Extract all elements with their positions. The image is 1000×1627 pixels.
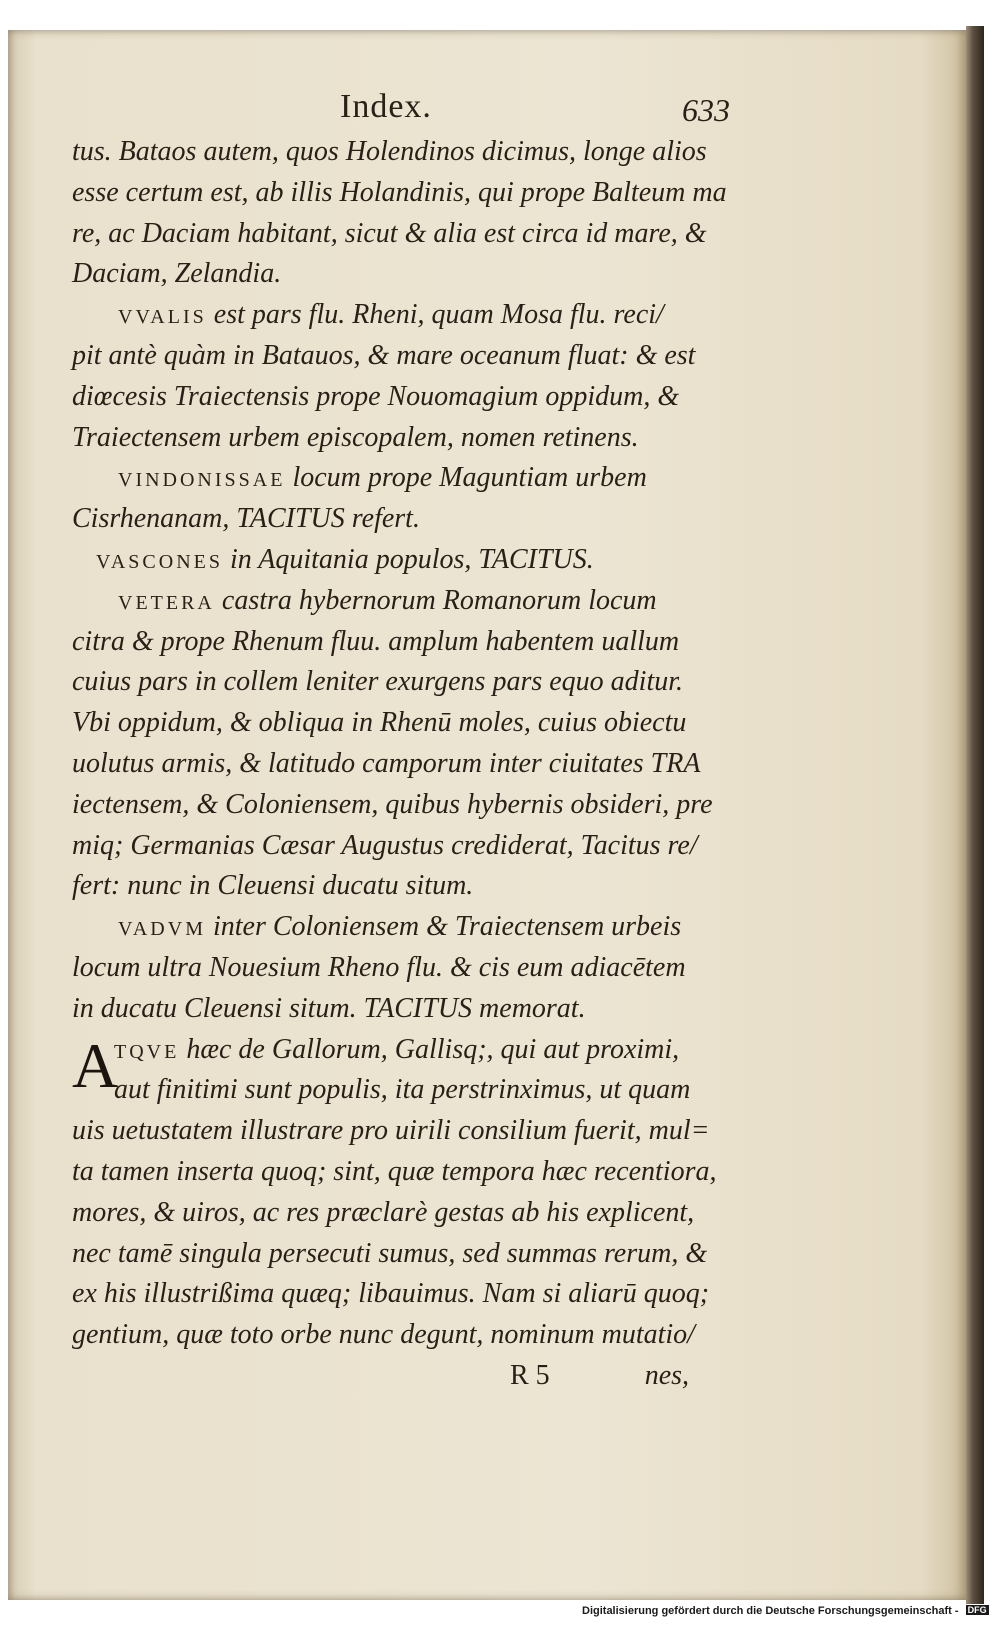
text-line: Cisrhenanam, TACITUS refert. <box>72 503 420 535</box>
digitization-footer <box>582 1605 992 1623</box>
index-entry-vindonissae: VINDONISSAE locum prope Maguntiam urbem <box>118 462 647 494</box>
page-edge <box>966 26 984 1604</box>
catchword: nes, <box>644 1359 690 1391</box>
text-line: pit antè quàm in Batauos, & mare oceanum fluat: & est <box>72 339 696 371</box>
running-title: Index. <box>340 88 432 125</box>
footer-text: Digitalisierung gefördert durch die Deutsche Forschungsgemeinschaft - <box>582 1605 959 1617</box>
text-line: ex his illustrißima quæq; libauimus. Nam si aliarū quoq; <box>72 1278 710 1310</box>
text-line: uis uetustatem illustrare pro uirili consilium fuerit, mul= <box>72 1115 710 1147</box>
text-line: fert: nunc in Cleuensi ducatu situm. <box>72 870 474 902</box>
index-entry-vualis: VVALIS est pars flu. Rheni, quam Mosa flu. reci/ <box>118 299 664 331</box>
signature-mark: R 5 <box>510 1359 550 1391</box>
entry-headword: TQVE <box>114 1040 180 1063</box>
text-line: cuius pars in collem leniter exurgens pars equo aditur. <box>72 666 684 698</box>
drop-cap: A <box>72 1029 119 1101</box>
text-line: ta tamen inserta quoq; sint, quæ tempora hæc recentiora, <box>72 1155 717 1187</box>
text-line: nec tamē singula persecuti sumus, sed summas rerum, & <box>72 1237 708 1269</box>
closing-paragraph-start: A TQVE hæc de Gallorum, Gallisq;, qui aut proximi, <box>72 1029 680 1101</box>
text-line: iectensem, & Coloniensem, quibus hybernis obsideri, pre <box>72 788 713 820</box>
text-line: mores, & uiros, ac res præclarè gestas ab his explicent, <box>72 1196 695 1228</box>
text-line: locum ultra Nouesium Rheno flu. & cis eum adiacētem <box>72 951 686 983</box>
text-line: citra & prope Rhenum fluu. amplum habentem uallum <box>72 625 680 657</box>
index-entry-vadum: VADVM inter Coloniensem & Traiectensem urbeis <box>118 911 682 943</box>
text-line: aut finitimi sunt populis, ita perstrinximus, ut quam <box>114 1074 691 1106</box>
text-line: gentium, quæ toto orbe nunc degunt, nominum mutatio/ <box>72 1319 695 1351</box>
text-line: re, ac Daciam habitant, sicut & alia est circa id mare, & <box>72 217 707 249</box>
text-line: miq; Germanias Cæsar Augustus crediderat, Tacitus re/ <box>72 829 698 861</box>
text-line: tus. Bataos autem, quos Holendinos dicimus, longe alios <box>72 136 707 167</box>
signature-line <box>72 1356 742 1397</box>
text-line: Traiectensem urbem episcopalem, nomen retinens. <box>72 421 639 453</box>
entry-headword: VADVM <box>118 918 206 941</box>
running-header <box>0 60 1000 128</box>
index-text <box>72 132 742 1397</box>
dfg-logo: DFG <box>967 1605 987 1615</box>
text-line: Vbi oppidum, & obliqua in Rhenū moles, cuius obiectu <box>72 707 687 739</box>
entry-headword: VINDONISSAE <box>118 469 286 492</box>
text-line: diœcesis Traiectensis prope Nouomagium oppidum, & <box>72 380 680 412</box>
text-line: in ducatu Cleuensi situm. TACITUS memorat. <box>72 992 586 1024</box>
index-entry-vascones: VASCONES in Aquitania populos, TACITUS. <box>96 543 594 575</box>
text-line: esse certum est, ab illis Holandinis, qui prope Balteum ma <box>72 176 727 208</box>
entry-headword: VETERA <box>118 591 215 614</box>
index-entry-vetera: VETERA castra hybernorum Romanorum locum <box>118 584 657 616</box>
entry-headword: VASCONES <box>96 550 223 573</box>
text-line: uolutus armis, & latitudo camporum inter ciuitates TRA <box>72 747 701 779</box>
entry-headword: VVALIS <box>118 306 207 329</box>
text-line: Daciam, Zelandia. <box>72 258 282 290</box>
page-number: 633 <box>682 92 730 128</box>
